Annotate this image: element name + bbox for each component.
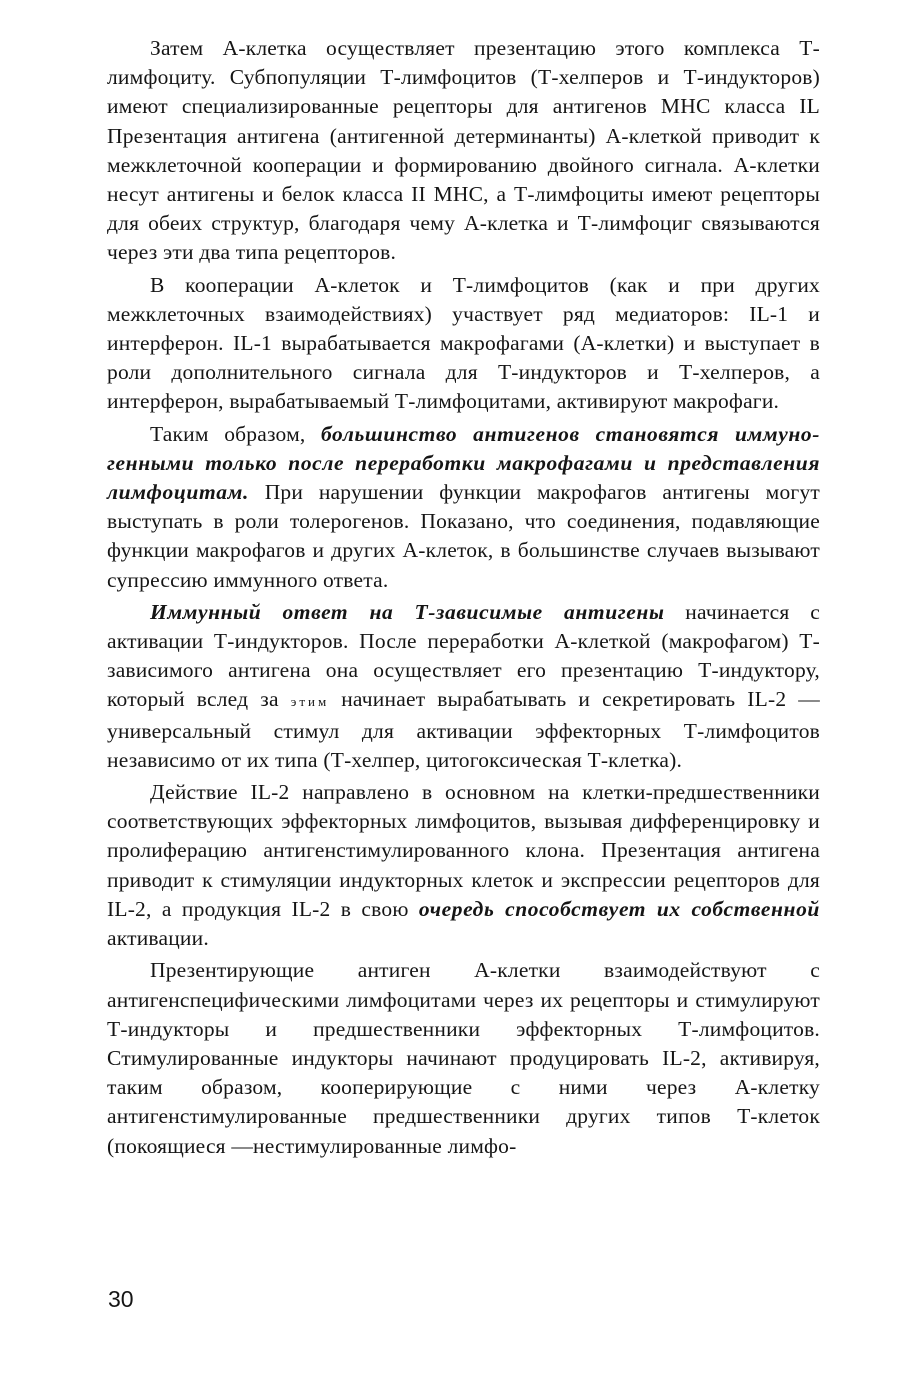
- text-run: Презентирующие антиген А-клетки взаимодействуют с антигенспецифическими лимфоцитами через их рецепторы и стимулируют Т-индукторы и предшественники эффекторных Т-лимфоцитов. Стимулированные индукторы начинают продуцировать IL-2, активируя, таким образом, кооперирующие с ними через А-клетку антигенстимулированные предшественники других типов Т-клеток (покоящиеся —нестимулированные лимфо-: [107, 958, 820, 1158]
- text-run: Затем А-клетка осуществляет презентацию этого комплекса Т-лимфоциту. Субпопуляции Т-лимфоцитов (Т-хелперов и Т-индукторов) имеют специализированные рецепторы для антигенов МНС класса IL Презентация антигена (антигенной детерминанты) А-клеткой приводит к межклеточной кооперации и формированию двойного сигнала. А-клетки несут антигены и белок класса II МНС, а Т-лимфоциты имеют рецепторы для обеих структур, благодаря чему А-клетка и Т-лимфоциг связываются через эти два типа рецепторов.: [107, 36, 820, 265]
- emphasis-text: очередь способствует их собственной: [418, 896, 820, 921]
- emphasis-text: большинство антигенов становятся иммуно-генными только после переработки макрофагами и представления лимфоцитам.: [107, 421, 820, 505]
- text-run: начинает вырабатывать и секретировать IL-2 —универсальный стимул для активации эффекторных Т-лимфоцитов независимо от их типа (Т-хелпер, цитогоксическая Т-клетка).: [107, 687, 820, 772]
- text-run: В кооперации А-клеток и Т-лимфоцитов (как и при других межклеточных взаимодействиях) участвует ряд медиаторов: IL-1 и интерферон. IL-1 вырабатывается макрофагами (А-клетки) и выступает в роли дополнительного сигнала для Т-индукторов и Т-хелперов, а интерферон, вырабатываемый Т-лимфоцитами, активируют макрофаги.: [107, 272, 820, 414]
- paragraph: [107, 598, 820, 775]
- text-run: активации.: [107, 926, 209, 951]
- text-run: При нарушении функции макрофагов антигены могут выступать в роли толерогенов. Показано, что соединения, подавляющие функции макрофагов и других А-клеток, в большинстве случаев вызывают супрессию иммунного ответа.: [107, 480, 820, 592]
- spaced-text: этим: [290, 694, 330, 710]
- paragraph: [107, 778, 820, 953]
- emphasis-text: Иммунный ответ на Т-зависимые антигены: [150, 599, 665, 624]
- text-run: Таким образом,: [150, 421, 321, 446]
- text-run: Действие IL-2 направлено в основном на клетки-предшественники соответствующих эффекторных лимфоцитов, вызывая дифференцировку и пролиферацию антигенстимулированного клона. Презентация антигена приводит к стимуляции индукторных клеток и экспрессии рецепторов для IL-2, а продукция IL-2 в свою: [107, 780, 820, 921]
- text-run: начинается с активации Т-индукторов. После переработки А-клеткой (макрофагом) Т-зависимого антигена она осуществляет его презентацию Т-индуктору, который вслед за: [107, 599, 820, 712]
- paragraph: [107, 34, 820, 268]
- page-number: 30: [108, 1286, 134, 1312]
- paragraph: [107, 956, 820, 1160]
- paragraph: [107, 420, 820, 595]
- body-text: [107, 34, 820, 1164]
- paragraph: [107, 271, 820, 417]
